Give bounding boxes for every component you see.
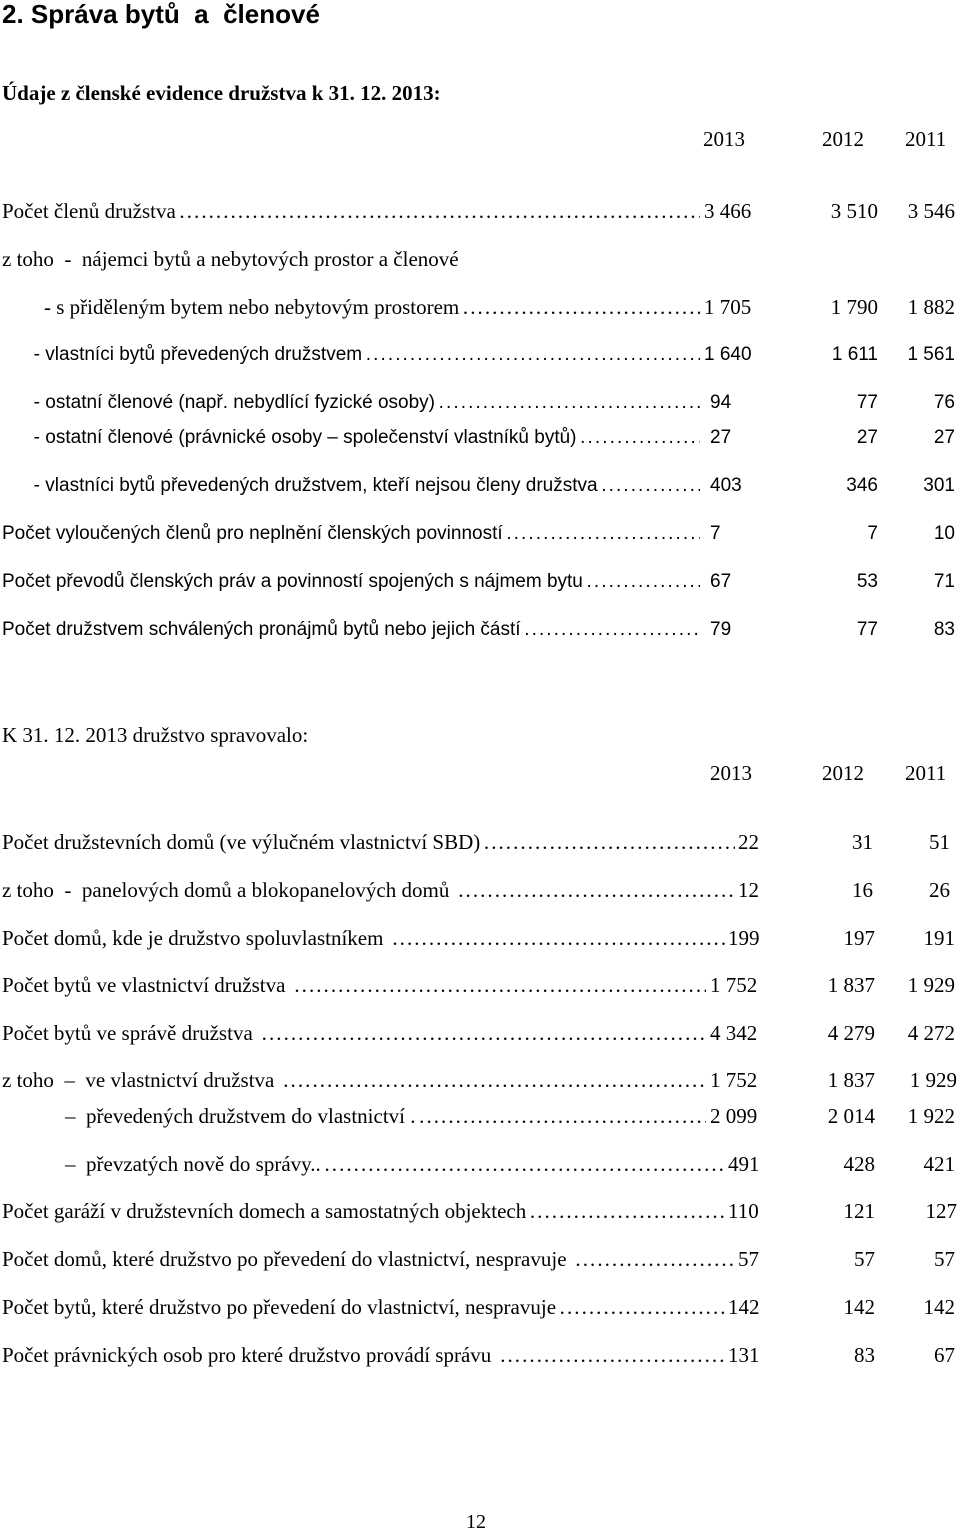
value-2013: 57 [738, 1247, 759, 1271]
table-row [2, 1342, 955, 1368]
value-2011: 1 929 [907, 973, 955, 997]
table-row [2, 390, 955, 416]
year-header-2013: 2013 [710, 761, 752, 785]
row-label: - vlastníci bytů převedených družstvem [2, 344, 363, 365]
table-row [2, 294, 955, 320]
value-2012: 57 [854, 1247, 875, 1271]
table-row [2, 972, 955, 998]
year-header-2013: 2013 [703, 127, 745, 151]
table-row [2, 521, 955, 547]
value-2013: 491 [728, 1152, 760, 1176]
value-2013: 403 [710, 475, 742, 496]
row-label: Počet bytů ve vlastnictví družstva [2, 973, 291, 997]
table-row [2, 1151, 955, 1177]
table-row [2, 425, 955, 451]
table-row [2, 877, 950, 903]
value-2011: 301 [923, 475, 955, 496]
page-number: 12 [466, 1511, 486, 1533]
value-2011: 26 [929, 878, 950, 902]
year-header-2011: 2011 [905, 761, 947, 785]
table-row [2, 198, 955, 224]
row-label: Počet bytů ve správě družstva [2, 1021, 259, 1045]
row-label: Počet bytů, které družstvo po převedení do vlastnictví, nespravuje [2, 1295, 557, 1319]
table-row [2, 569, 955, 595]
value-2011: 127 [925, 1199, 957, 1223]
row-label: Počet družstevních domů (ve výlučném vlastnictví SBD) [2, 830, 481, 854]
value-2013: 1 705 [704, 295, 752, 319]
row-label: Počet vyloučených členů pro neplnění členských povinností [2, 523, 503, 544]
value-2013: 1 752 [710, 973, 758, 997]
value-2011: 191 [923, 926, 955, 950]
value-2012: 1 837 [827, 1068, 875, 1092]
row-label: Počet družstvem schválených pronájmů bytů nebo jejich částí [2, 619, 521, 640]
value-2012: 121 [843, 1199, 875, 1223]
row-label: Počet garáží v družstevních domech a samostatných objektech [2, 1199, 527, 1223]
value-2011: 1 882 [907, 295, 955, 319]
row-label: Počet domů, kde je družstvo spoluvlastníkem [2, 926, 389, 950]
table-row [2, 1198, 957, 1224]
row-label: - s přiděleným bytem nebo nebytovým prostorem [2, 295, 460, 319]
table-row [2, 925, 955, 951]
value-2011: 1 561 [907, 344, 955, 365]
value-2013: 7 [710, 523, 721, 544]
value-2013: 110 [728, 1199, 759, 1223]
value-2011: 71 [933, 571, 955, 592]
row-label: z toho – ve vlastnictví družstva [2, 1068, 280, 1092]
value-2013: 22 [738, 830, 759, 854]
row-label: Počet právnických osob pro které družstvo provádí správu [2, 1343, 497, 1367]
value-2013: 3 466 [704, 199, 752, 223]
value-2013: 94 [710, 392, 732, 413]
table-row [2, 342, 955, 368]
value-2012: 346 [846, 475, 878, 496]
value-2013: 67 [710, 571, 732, 592]
table-row [2, 1246, 955, 1272]
value-2013: 12 [738, 878, 759, 902]
value-2012: 4 279 [827, 1021, 875, 1045]
value-2011: 1 929 [909, 1068, 957, 1092]
table-row [2, 1103, 955, 1129]
managed-section-title: K 31. 12. 2013 družstvo spravovalo: [2, 723, 309, 747]
value-2012: 197 [843, 926, 875, 950]
value-2011: 57 [934, 1247, 955, 1271]
value-2012: 142 [843, 1295, 875, 1319]
value-2011: 83 [933, 619, 955, 640]
value-2013: 1 752 [710, 1068, 758, 1092]
year-header-2011: 2011 [905, 127, 947, 151]
value-2012: 31 [852, 830, 873, 854]
table-row [2, 1294, 955, 1320]
members-year-header [0, 126, 955, 152]
value-2011: 142 [923, 1295, 955, 1319]
row-label: - ostatní členové (např. nebydlící fyzické osoby) [2, 392, 435, 413]
value-2013: 131 [728, 1343, 760, 1367]
row-label: Počet převodů členských práv a povinností spojených s nájmem bytu [2, 571, 583, 592]
value-2013: 142 [728, 1295, 760, 1319]
table-row [2, 829, 950, 855]
value-2012: 1 611 [831, 344, 878, 365]
value-2012: 77 [856, 392, 878, 413]
value-2012: 1 837 [827, 973, 875, 997]
table-row [2, 473, 955, 499]
value-2011: 1 922 [907, 1104, 955, 1128]
value-2011: 4 272 [907, 1021, 955, 1045]
value-2012: 53 [856, 571, 878, 592]
value-2011: 3 546 [907, 199, 955, 223]
value-2012: 7 [867, 523, 878, 544]
value-2011: 27 [933, 427, 955, 448]
value-2012: 27 [856, 427, 878, 448]
value-2013: 2 099 [710, 1104, 758, 1128]
members-section-title: Údaje z členské evidence družstva k 31. 12. 2013: [2, 81, 441, 105]
table-row [2, 1067, 957, 1093]
row-label: Počet členů družstva [2, 199, 176, 223]
value-2012: 83 [854, 1343, 875, 1367]
managed-year-header [0, 760, 955, 786]
value-2012: 77 [856, 619, 878, 640]
row-label: - vlastníci bytů převedených družstvem, kteří nejsou členy družstva [2, 475, 598, 496]
table-row [2, 617, 955, 643]
row-label: Počet domů, které družstvo po převedení do vlastnictví, nespravuje [2, 1247, 572, 1271]
year-header-2012: 2012 [822, 761, 864, 785]
value-2012: 428 [843, 1152, 875, 1176]
value-2011: 51 [929, 830, 950, 854]
value-2013: 79 [710, 619, 732, 640]
value-2012: 16 [852, 878, 873, 902]
row-label: - ostatní členové (právnické osoby – společenství vlastníků bytů) [2, 427, 577, 448]
value-2011: 76 [933, 392, 955, 413]
table-row [2, 1020, 955, 1046]
row-label: z toho - panelových domů a blokopanelových domů [2, 878, 455, 902]
value-2013: 27 [710, 427, 732, 448]
value-2012: 2 014 [827, 1104, 875, 1128]
row-label: – převedených družstvem do vlastnictví . [2, 1104, 416, 1128]
value-2012: 3 510 [830, 199, 878, 223]
row-label: – převzatých nově do správy.. [2, 1152, 321, 1176]
year-header-2012: 2012 [822, 127, 864, 151]
value-2012: 1 790 [830, 295, 878, 319]
value-2011: 421 [923, 1152, 955, 1176]
table-row [2, 246, 955, 272]
value-2011: 67 [934, 1343, 955, 1367]
value-2013: 4 342 [710, 1021, 758, 1045]
value-2013: 199 [728, 926, 760, 950]
value-2013: 1 640 [704, 344, 752, 365]
section-heading: 2. Správa bytů a členové [2, 0, 320, 29]
value-2011: 10 [933, 523, 955, 544]
row-label: z toho - nájemci bytů a nebytových prostor a členové [2, 247, 459, 271]
